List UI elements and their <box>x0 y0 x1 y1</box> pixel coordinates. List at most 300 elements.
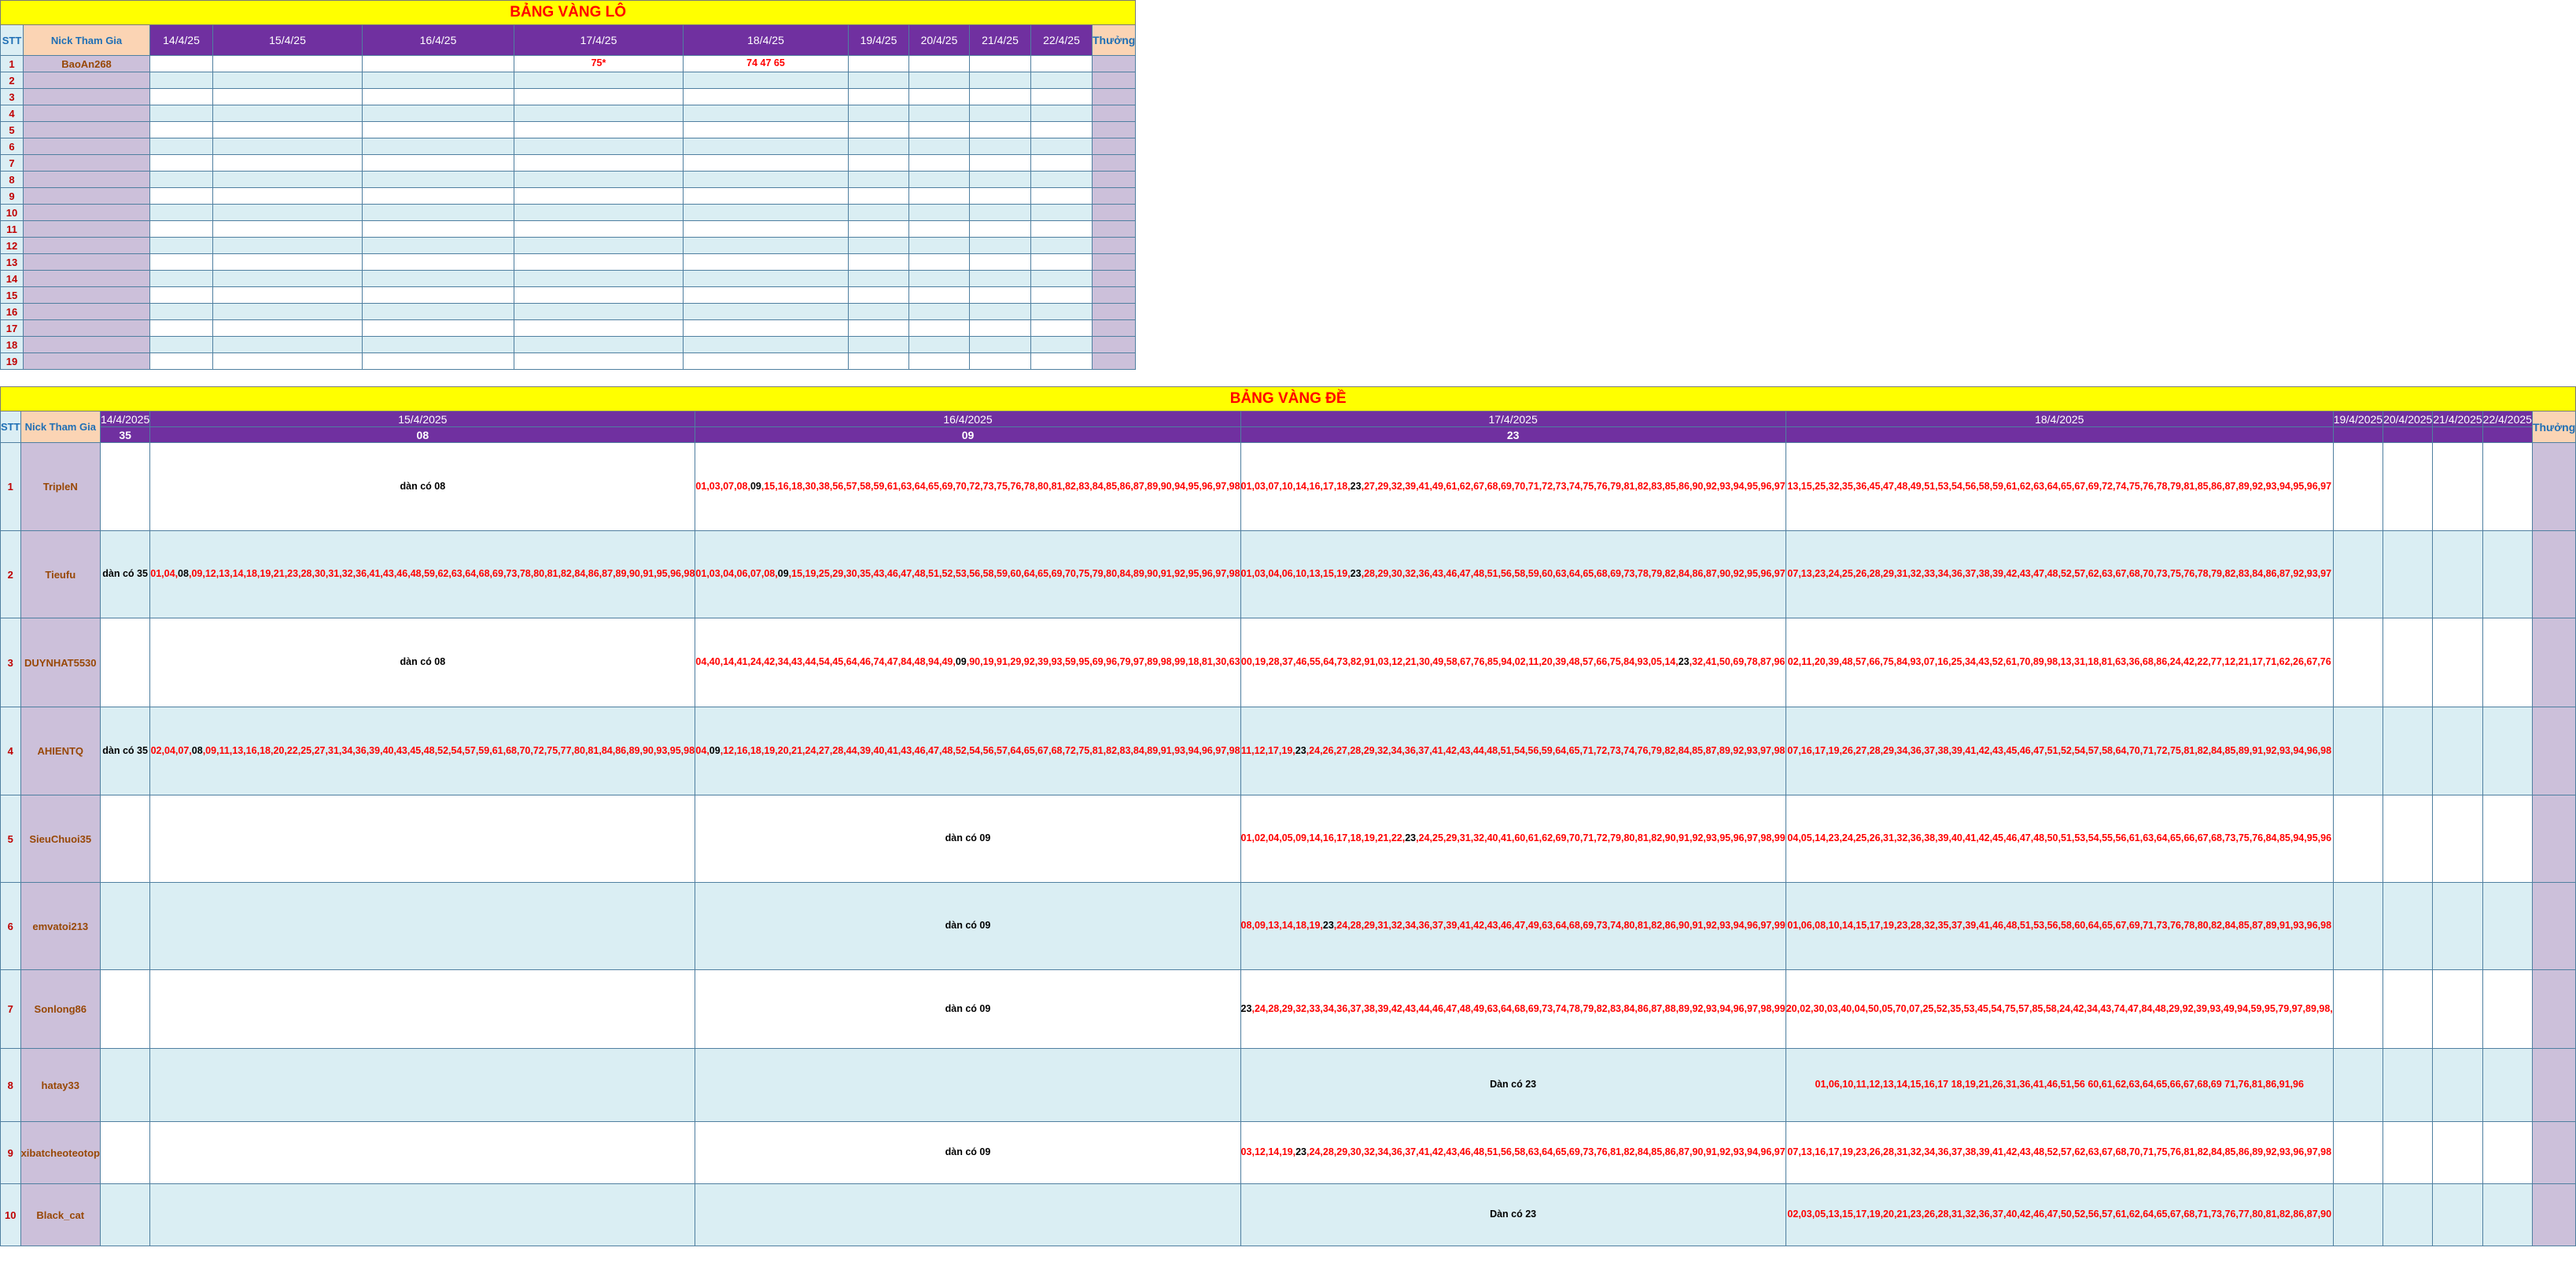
nick-cell[interactable] <box>24 304 150 320</box>
lo-pick-cell[interactable] <box>970 122 1031 138</box>
de-pick-cell[interactable]: 13,15,25,32,35,36,45,47,48,49,51,53,54,56,58,59,61,62,63,64,65,67,69,72,74,75,76,78,79,81,85,86,87,89,92,93,94,95,96,97 <box>1786 443 2333 531</box>
de-pick-cell[interactable] <box>100 883 149 970</box>
lo-pick-cell[interactable] <box>970 56 1031 72</box>
lo-pick-cell[interactable] <box>1031 254 1093 271</box>
lo-pick-cell[interactable] <box>514 122 684 138</box>
nick-cell[interactable] <box>24 155 150 172</box>
reward-cell[interactable] <box>1093 56 1136 72</box>
nick-cell[interactable] <box>24 105 150 122</box>
de-pick-cell[interactable]: dàn có 08 <box>150 618 695 707</box>
de-pick-cell[interactable] <box>695 531 1240 618</box>
de-pick-cell[interactable]: 07,13,16,17,19,23,26,28,31,32,34,36,37,38,39,41,42,43,48,52,57,62,63,67,68,70,71,75,76,81,82,84,85,86,89,92,93,96,97,98 <box>1786 1122 2333 1184</box>
lo-pick-cell[interactable] <box>1031 122 1093 138</box>
de-pick-cell[interactable] <box>2433 618 2482 707</box>
nick-cell[interactable]: TripleN <box>20 443 100 531</box>
de-pick-cell[interactable] <box>150 531 695 618</box>
de-pick-cell[interactable] <box>2333 1122 2383 1184</box>
de-pick-cell[interactable]: 01,06,08,10,14,15,17,19,23,28,32,35,37,39,41,46,48,51,53,56,58,60,64,65,67,69,71,73,76,78,80,82,84,85,87,89,91,93,96,98 <box>1786 883 2333 970</box>
lo-pick-cell[interactable] <box>849 304 909 320</box>
lo-pick-cell[interactable] <box>1031 188 1093 205</box>
lo-pick-cell[interactable] <box>363 221 514 238</box>
lo-pick-cell[interactable] <box>514 89 684 105</box>
lo-pick-cell[interactable] <box>909 337 970 353</box>
lo-pick-cell[interactable] <box>909 287 970 304</box>
lo-pick-cell[interactable] <box>150 353 213 370</box>
lo-pick-cell[interactable] <box>1031 271 1093 287</box>
lo-pick-cell[interactable] <box>363 122 514 138</box>
de-pick-cell[interactable]: dàn có 09 <box>695 883 1240 970</box>
de-pick-cell[interactable] <box>1240 1122 1786 1184</box>
nick-cell[interactable] <box>24 337 150 353</box>
lo-pick-cell[interactable] <box>150 105 213 122</box>
lo-pick-cell[interactable] <box>1031 287 1093 304</box>
reward-cell[interactable] <box>1093 205 1136 221</box>
nick-cell[interactable]: xibatcheoteotop <box>20 1122 100 1184</box>
de-pick-cell[interactable] <box>695 1049 1240 1122</box>
reward-cell[interactable] <box>2532 795 2575 883</box>
nick-cell[interactable] <box>24 353 150 370</box>
nick-cell[interactable] <box>24 89 150 105</box>
de-pick-cell[interactable] <box>2383 443 2433 531</box>
nick-cell[interactable] <box>24 254 150 271</box>
lo-pick-cell[interactable] <box>849 188 909 205</box>
lo-pick-cell[interactable] <box>213 105 363 122</box>
de-pick-cell[interactable]: 02,11,20,39,48,57,66,75,84,93,07,16,25,34,43,52,61,70,89,98,13,31,18,81,63,36,68,86,24,42,22,77,12,21,17,71,62,26,67,76 <box>1786 618 2333 707</box>
de-pick-cell[interactable] <box>150 1184 695 1246</box>
de-pick-cell[interactable] <box>2433 531 2482 618</box>
reward-cell[interactable] <box>2532 707 2575 795</box>
lo-pick-cell[interactable] <box>1031 105 1093 122</box>
de-pick-cell[interactable]: dàn có 35 <box>100 531 149 618</box>
lo-pick-cell[interactable] <box>213 89 363 105</box>
de-pick-cell[interactable] <box>1240 795 1786 883</box>
lo-pick-cell[interactable] <box>970 353 1031 370</box>
lo-pick-cell[interactable] <box>363 172 514 188</box>
lo-pick-cell[interactable] <box>213 238 363 254</box>
de-pick-cell[interactable]: dàn có 35 <box>100 707 149 795</box>
lo-pick-cell[interactable] <box>213 337 363 353</box>
nick-cell[interactable] <box>24 72 150 89</box>
lo-pick-cell[interactable] <box>514 304 684 320</box>
de-pick-cell[interactable] <box>150 795 695 883</box>
lo-pick-cell[interactable] <box>849 155 909 172</box>
lo-pick-cell[interactable] <box>970 188 1031 205</box>
lo-pick-cell[interactable] <box>150 304 213 320</box>
lo-pick-cell[interactable] <box>909 56 970 72</box>
de-pick-cell[interactable] <box>2433 1122 2482 1184</box>
lo-pick-cell[interactable] <box>849 238 909 254</box>
lo-pick-cell[interactable] <box>514 72 684 89</box>
lo-pick-cell[interactable] <box>150 271 213 287</box>
lo-pick-cell[interactable] <box>684 205 849 221</box>
lo-pick-cell[interactable] <box>970 271 1031 287</box>
lo-pick-cell[interactable]: 75* <box>514 56 684 72</box>
lo-pick-cell[interactable] <box>1031 138 1093 155</box>
lo-pick-cell[interactable] <box>909 304 970 320</box>
lo-pick-cell[interactable] <box>849 205 909 221</box>
lo-pick-cell[interactable] <box>849 105 909 122</box>
lo-pick-cell[interactable] <box>849 271 909 287</box>
de-pick-cell[interactable] <box>2383 883 2433 970</box>
lo-pick-cell[interactable] <box>514 138 684 155</box>
lo-pick-cell[interactable] <box>514 271 684 287</box>
lo-pick-cell[interactable] <box>363 287 514 304</box>
lo-pick-cell[interactable] <box>849 72 909 89</box>
de-pick-cell[interactable] <box>100 443 149 531</box>
de-pick-cell[interactable]: 02,03,05,13,15,17,19,20,21,23,26,28,31,32,36,37,40,42,46,47,50,52,56,57,61,62,64,65,67,68,71,73,76,77,80,81,82,86,87,90 <box>1786 1184 2333 1246</box>
lo-pick-cell[interactable] <box>1031 320 1093 337</box>
reward-cell[interactable] <box>2532 1122 2575 1184</box>
lo-pick-cell[interactable] <box>970 320 1031 337</box>
de-pick-cell[interactable]: 07,13,23,24,25,26,28,29,31,32,33,34,36,37,38,39,42,43,47,48,52,57,62,63,67,68,70,73,75,76,78,79,82,83,84,86,87,92,93,97 <box>1786 531 2333 618</box>
lo-pick-cell[interactable] <box>514 254 684 271</box>
de-pick-cell[interactable] <box>2383 1049 2433 1122</box>
lo-pick-cell[interactable] <box>970 172 1031 188</box>
lo-pick-cell[interactable] <box>514 105 684 122</box>
lo-pick-cell[interactable] <box>909 238 970 254</box>
reward-cell[interactable] <box>1093 238 1136 254</box>
de-pick-cell[interactable] <box>2482 1049 2532 1122</box>
nick-cell[interactable]: Tieufu <box>20 531 100 618</box>
de-pick-cell[interactable] <box>100 1184 149 1246</box>
lo-pick-cell[interactable] <box>363 320 514 337</box>
reward-cell[interactable] <box>1093 188 1136 205</box>
lo-pick-cell[interactable] <box>514 353 684 370</box>
reward-cell[interactable] <box>1093 353 1136 370</box>
de-pick-cell[interactable] <box>695 707 1240 795</box>
lo-pick-cell[interactable] <box>1031 353 1093 370</box>
nick-cell[interactable] <box>24 138 150 155</box>
nick-cell[interactable] <box>24 188 150 205</box>
lo-pick-cell[interactable] <box>684 254 849 271</box>
lo-pick-cell[interactable] <box>514 172 684 188</box>
de-pick-cell[interactable] <box>2383 618 2433 707</box>
de-pick-cell[interactable] <box>150 1122 695 1184</box>
lo-pick-cell[interactable] <box>849 56 909 72</box>
de-pick-cell[interactable] <box>2482 618 2532 707</box>
de-pick-cell[interactable] <box>2433 1049 2482 1122</box>
lo-pick-cell[interactable] <box>970 72 1031 89</box>
reward-cell[interactable] <box>1093 287 1136 304</box>
lo-pick-cell[interactable] <box>684 155 849 172</box>
nick-cell[interactable]: hatay33 <box>20 1049 100 1122</box>
nick-cell[interactable]: DUYNHAT5530 <box>20 618 100 707</box>
de-pick-cell[interactable] <box>695 443 1240 531</box>
lo-pick-cell[interactable] <box>213 72 363 89</box>
lo-pick-cell[interactable] <box>909 221 970 238</box>
de-pick-cell[interactable] <box>2383 970 2433 1049</box>
lo-pick-cell[interactable] <box>213 122 363 138</box>
lo-pick-cell[interactable] <box>1031 89 1093 105</box>
lo-pick-cell[interactable] <box>514 238 684 254</box>
lo-pick-cell[interactable] <box>970 105 1031 122</box>
lo-pick-cell[interactable] <box>213 353 363 370</box>
lo-pick-cell[interactable] <box>909 254 970 271</box>
lo-pick-cell[interactable] <box>150 188 213 205</box>
lo-pick-cell[interactable] <box>909 188 970 205</box>
de-pick-cell[interactable]: dàn có 08 <box>150 443 695 531</box>
de-pick-cell[interactable]: Dàn có 23 <box>1240 1049 1786 1122</box>
reward-cell[interactable] <box>2532 883 2575 970</box>
de-pick-cell[interactable] <box>2482 707 2532 795</box>
de-pick-cell[interactable] <box>2333 1049 2383 1122</box>
lo-pick-cell[interactable] <box>909 122 970 138</box>
de-pick-cell[interactable] <box>1240 707 1786 795</box>
lo-pick-cell[interactable] <box>363 155 514 172</box>
nick-cell[interactable]: BaoAn268 <box>24 56 150 72</box>
lo-pick-cell[interactable] <box>363 89 514 105</box>
lo-pick-cell[interactable] <box>684 188 849 205</box>
lo-pick-cell[interactable] <box>684 89 849 105</box>
lo-pick-cell[interactable] <box>213 56 363 72</box>
lo-pick-cell[interactable] <box>684 271 849 287</box>
lo-pick-cell[interactable] <box>213 155 363 172</box>
lo-pick-cell[interactable]: 74 47 65 <box>684 56 849 72</box>
de-pick-cell[interactable] <box>100 618 149 707</box>
lo-pick-cell[interactable] <box>684 221 849 238</box>
de-pick-cell[interactable] <box>1240 970 1786 1049</box>
de-pick-cell[interactable] <box>2333 618 2383 707</box>
lo-pick-cell[interactable] <box>213 205 363 221</box>
lo-pick-cell[interactable] <box>363 205 514 221</box>
lo-pick-cell[interactable] <box>849 320 909 337</box>
lo-pick-cell[interactable] <box>684 105 849 122</box>
nick-cell[interactable] <box>24 122 150 138</box>
de-pick-cell[interactable] <box>2383 707 2433 795</box>
lo-pick-cell[interactable] <box>970 138 1031 155</box>
de-pick-cell[interactable] <box>2333 707 2383 795</box>
lo-pick-cell[interactable] <box>213 304 363 320</box>
de-pick-cell[interactable] <box>2333 883 2383 970</box>
de-pick-cell[interactable] <box>2433 443 2482 531</box>
nick-cell[interactable] <box>24 287 150 304</box>
lo-pick-cell[interactable] <box>849 172 909 188</box>
reward-cell[interactable] <box>1093 72 1136 89</box>
lo-pick-cell[interactable] <box>150 205 213 221</box>
nick-cell[interactable] <box>24 320 150 337</box>
lo-pick-cell[interactable] <box>684 337 849 353</box>
lo-pick-cell[interactable] <box>684 72 849 89</box>
de-pick-cell[interactable] <box>2433 970 2482 1049</box>
de-pick-cell[interactable] <box>2333 1184 2383 1246</box>
de-pick-cell[interactable] <box>2333 795 2383 883</box>
lo-pick-cell[interactable] <box>150 254 213 271</box>
de-pick-cell[interactable] <box>695 1184 1240 1246</box>
lo-pick-cell[interactable] <box>970 155 1031 172</box>
lo-pick-cell[interactable] <box>213 188 363 205</box>
lo-pick-cell[interactable] <box>150 238 213 254</box>
lo-pick-cell[interactable] <box>909 105 970 122</box>
de-pick-cell[interactable] <box>2482 1122 2532 1184</box>
de-pick-cell[interactable] <box>150 883 695 970</box>
lo-pick-cell[interactable] <box>909 138 970 155</box>
reward-cell[interactable] <box>1093 89 1136 105</box>
de-pick-cell[interactable]: 07,16,17,19,26,27,28,29,34,36,37,38,39,41,42,43,45,46,47,51,52,54,57,58,64,70,71,72,75,81,82,84,85,89,91,92,93,94,96,98 <box>1786 707 2333 795</box>
lo-pick-cell[interactable] <box>849 353 909 370</box>
de-pick-cell[interactable] <box>1240 883 1786 970</box>
lo-pick-cell[interactable] <box>909 172 970 188</box>
lo-pick-cell[interactable] <box>684 138 849 155</box>
lo-pick-cell[interactable] <box>684 172 849 188</box>
de-pick-cell[interactable] <box>100 970 149 1049</box>
lo-pick-cell[interactable] <box>150 56 213 72</box>
de-pick-cell[interactable] <box>100 1122 149 1184</box>
de-pick-cell[interactable] <box>2433 795 2482 883</box>
lo-pick-cell[interactable] <box>150 172 213 188</box>
reward-cell[interactable] <box>1093 254 1136 271</box>
nick-cell[interactable]: SieuChuoi35 <box>20 795 100 883</box>
lo-pick-cell[interactable] <box>684 353 849 370</box>
nick-cell[interactable] <box>24 221 150 238</box>
lo-pick-cell[interactable] <box>514 320 684 337</box>
reward-cell[interactable] <box>1093 320 1136 337</box>
reward-cell[interactable] <box>1093 105 1136 122</box>
lo-pick-cell[interactable] <box>970 304 1031 320</box>
nick-cell[interactable]: Sonlong86 <box>20 970 100 1049</box>
nick-cell[interactable]: Black_cat <box>20 1184 100 1246</box>
lo-pick-cell[interactable] <box>1031 56 1093 72</box>
lo-pick-cell[interactable] <box>970 238 1031 254</box>
de-pick-cell[interactable]: Dàn có 23 <box>1240 1184 1786 1246</box>
lo-pick-cell[interactable] <box>1031 155 1093 172</box>
lo-pick-cell[interactable] <box>1031 337 1093 353</box>
reward-cell[interactable] <box>1093 271 1136 287</box>
reward-cell[interactable] <box>2532 618 2575 707</box>
reward-cell[interactable] <box>2532 970 2575 1049</box>
lo-pick-cell[interactable] <box>970 337 1031 353</box>
lo-pick-cell[interactable] <box>514 337 684 353</box>
nick-cell[interactable]: emvatoi213 <box>20 883 100 970</box>
de-pick-cell[interactable] <box>2482 1184 2532 1246</box>
lo-pick-cell[interactable] <box>213 138 363 155</box>
de-pick-cell[interactable] <box>2333 970 2383 1049</box>
de-pick-cell[interactable]: dàn có 09 <box>695 1122 1240 1184</box>
lo-pick-cell[interactable] <box>150 155 213 172</box>
nick-cell[interactable] <box>24 271 150 287</box>
lo-pick-cell[interactable] <box>514 155 684 172</box>
lo-pick-cell[interactable] <box>909 320 970 337</box>
de-pick-cell[interactable] <box>1240 618 1786 707</box>
lo-pick-cell[interactable] <box>213 254 363 271</box>
reward-cell[interactable] <box>1093 337 1136 353</box>
de-pick-cell[interactable]: dàn có 09 <box>695 970 1240 1049</box>
lo-pick-cell[interactable] <box>213 287 363 304</box>
lo-pick-cell[interactable] <box>363 138 514 155</box>
de-pick-cell[interactable]: 04,05,14,23,24,25,26,31,32,36,38,39,40,41,42,45,46,47,48,50,51,53,54,55,56,61,63,64,65,66,67,68,73,75,76,84,85,94,95,96 <box>1786 795 2333 883</box>
lo-pick-cell[interactable] <box>909 155 970 172</box>
lo-pick-cell[interactable] <box>849 122 909 138</box>
nick-cell[interactable] <box>24 172 150 188</box>
lo-pick-cell[interactable] <box>1031 205 1093 221</box>
de-pick-cell[interactable] <box>2482 795 2532 883</box>
lo-pick-cell[interactable] <box>970 221 1031 238</box>
lo-pick-cell[interactable] <box>514 221 684 238</box>
lo-pick-cell[interactable] <box>909 353 970 370</box>
lo-pick-cell[interactable] <box>363 188 514 205</box>
reward-cell[interactable] <box>2532 1049 2575 1122</box>
lo-pick-cell[interactable] <box>363 271 514 287</box>
lo-pick-cell[interactable] <box>363 56 514 72</box>
lo-pick-cell[interactable] <box>1031 238 1093 254</box>
lo-pick-cell[interactable] <box>363 72 514 89</box>
de-pick-cell[interactable] <box>2482 531 2532 618</box>
lo-pick-cell[interactable] <box>1031 72 1093 89</box>
de-pick-cell[interactable] <box>2482 883 2532 970</box>
reward-cell[interactable] <box>1093 304 1136 320</box>
lo-pick-cell[interactable] <box>150 72 213 89</box>
lo-pick-cell[interactable] <box>213 172 363 188</box>
de-pick-cell[interactable] <box>1240 443 1786 531</box>
lo-pick-cell[interactable] <box>970 287 1031 304</box>
lo-pick-cell[interactable] <box>909 271 970 287</box>
de-pick-cell[interactable] <box>1240 531 1786 618</box>
de-pick-cell[interactable] <box>100 795 149 883</box>
nick-cell[interactable] <box>24 205 150 221</box>
lo-pick-cell[interactable] <box>514 205 684 221</box>
de-pick-cell[interactable]: 20,02,30,03,40,04,50,05,70,07,25,52,35,53,45,54,75,57,85,58,24,42,34,43,74,47,84,48,29,92,39,93,49,94,59,95,79,97,89,98, <box>1786 970 2333 1049</box>
lo-pick-cell[interactable] <box>1031 304 1093 320</box>
reward-cell[interactable] <box>1093 155 1136 172</box>
de-pick-cell[interactable] <box>2383 795 2433 883</box>
lo-pick-cell[interactable] <box>684 304 849 320</box>
de-pick-cell[interactable] <box>150 707 695 795</box>
lo-pick-cell[interactable] <box>150 337 213 353</box>
de-pick-cell[interactable] <box>695 618 1240 707</box>
de-pick-cell[interactable] <box>2433 1184 2482 1246</box>
lo-pick-cell[interactable] <box>909 89 970 105</box>
lo-pick-cell[interactable] <box>213 271 363 287</box>
reward-cell[interactable] <box>1093 122 1136 138</box>
lo-pick-cell[interactable] <box>684 238 849 254</box>
reward-cell[interactable] <box>1093 221 1136 238</box>
lo-pick-cell[interactable] <box>849 89 909 105</box>
lo-pick-cell[interactable] <box>150 138 213 155</box>
reward-cell[interactable] <box>1093 172 1136 188</box>
de-pick-cell[interactable]: dàn có 09 <box>695 795 1240 883</box>
lo-pick-cell[interactable] <box>363 254 514 271</box>
lo-pick-cell[interactable] <box>514 287 684 304</box>
de-pick-cell[interactable] <box>2333 531 2383 618</box>
de-pick-cell[interactable] <box>2433 883 2482 970</box>
lo-pick-cell[interactable] <box>849 254 909 271</box>
reward-cell[interactable] <box>2532 531 2575 618</box>
de-pick-cell[interactable] <box>2333 443 2383 531</box>
de-pick-cell[interactable] <box>2433 707 2482 795</box>
lo-pick-cell[interactable] <box>684 287 849 304</box>
lo-pick-cell[interactable] <box>849 138 909 155</box>
lo-pick-cell[interactable] <box>1031 221 1093 238</box>
nick-cell[interactable] <box>24 238 150 254</box>
de-pick-cell[interactable] <box>2482 970 2532 1049</box>
lo-pick-cell[interactable] <box>213 320 363 337</box>
reward-cell[interactable] <box>2532 443 2575 531</box>
reward-cell[interactable] <box>1093 138 1136 155</box>
de-pick-cell[interactable] <box>2383 1122 2433 1184</box>
lo-pick-cell[interactable] <box>363 304 514 320</box>
lo-pick-cell[interactable] <box>150 221 213 238</box>
de-pick-cell[interactable] <box>2383 1184 2433 1246</box>
lo-pick-cell[interactable] <box>150 320 213 337</box>
reward-cell[interactable] <box>2532 1184 2575 1246</box>
lo-pick-cell[interactable] <box>150 89 213 105</box>
lo-pick-cell[interactable] <box>849 337 909 353</box>
nick-cell[interactable]: AHIENTQ <box>20 707 100 795</box>
de-pick-cell[interactable] <box>2383 531 2433 618</box>
lo-pick-cell[interactable] <box>150 287 213 304</box>
lo-pick-cell[interactable] <box>150 122 213 138</box>
lo-pick-cell[interactable] <box>970 205 1031 221</box>
lo-pick-cell[interactable] <box>849 221 909 238</box>
